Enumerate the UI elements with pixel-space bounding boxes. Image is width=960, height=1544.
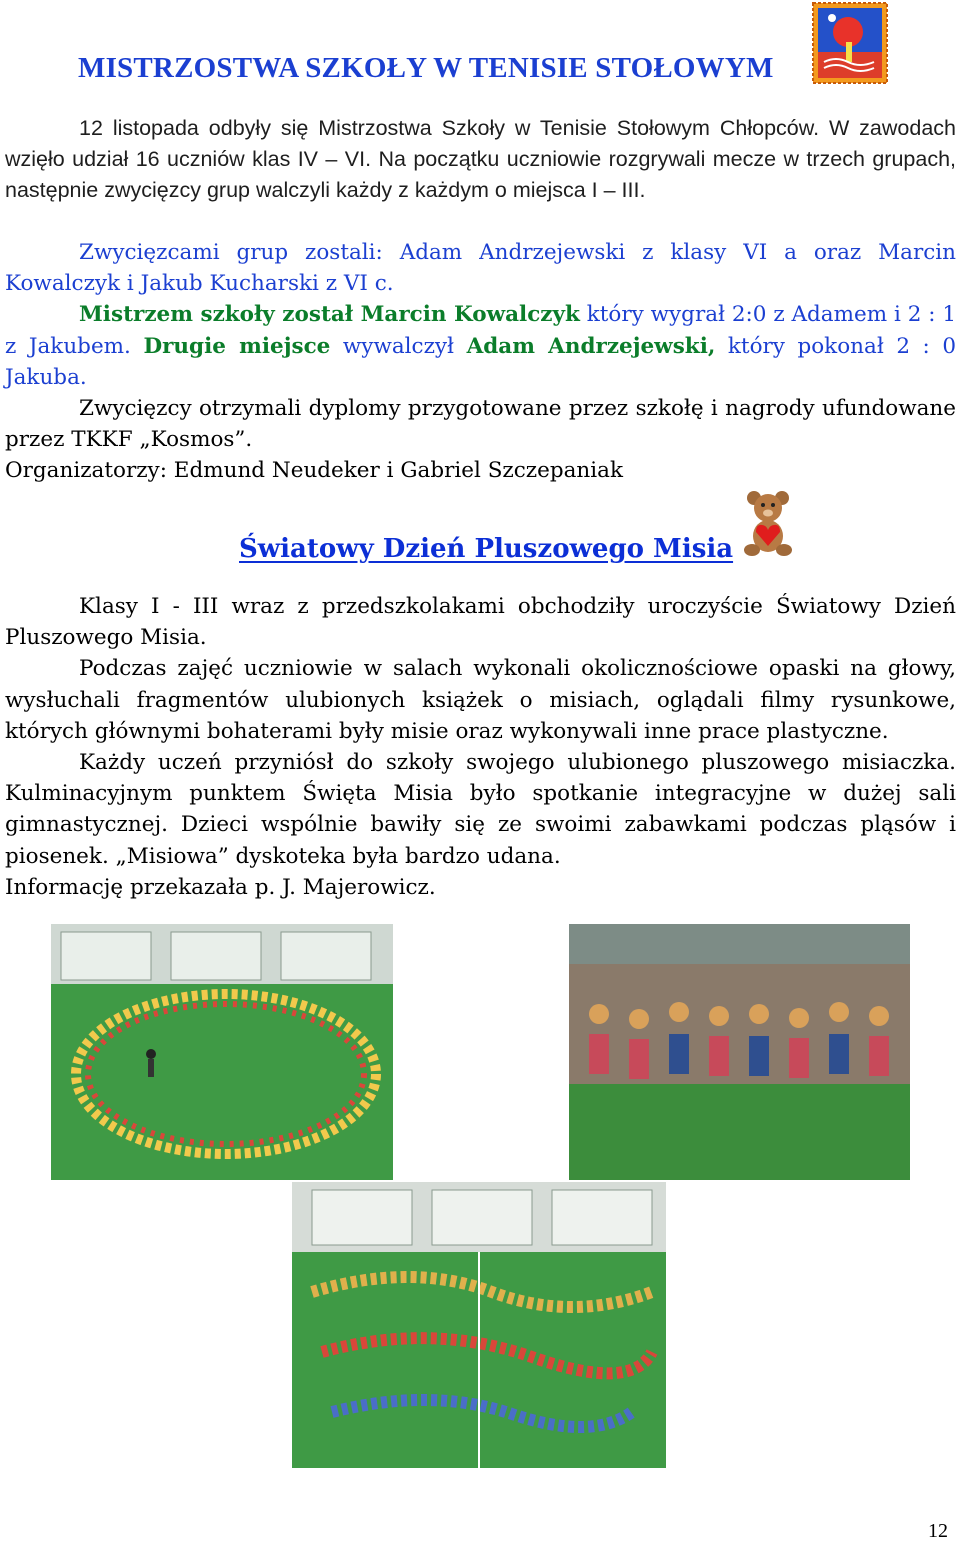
second-place-label: Drugie miejsce [143,333,331,359]
gym-dance-photo [292,1182,666,1468]
second-place-rest: który pokonał 2 : 0 Jakuba. [5,333,957,390]
second-place-mid: wywalczył [330,333,467,359]
tennis-title: MISTRZOSTWA SZKOŁY W TENISIE STOŁOWYM [78,52,774,84]
second-place-name: Adam Andrzejewski, [466,333,716,359]
tennis-paragraph-1: 12 listopada odbyły się Mistrzostwa Szkoły w Tenisie Stołowym Chłopców. W zawodach wzięło udział 16 uczniów klas IV – VI. Na początku uczniowie rozgrywali mecze w trzech grupach, następnie zwycięzcy grup walczyli każdy z każdym o miejsca I – III. [5,116,956,203]
gym-circle-photo [51,924,393,1180]
teddy-text [5,591,956,903]
tennis-paragraph-4: Zwycięzcy otrzymali dyplomy przygotowane przez szkołę i nagrody ufundowane przez TKKF „Kosmos”. [5,396,956,453]
teddy-paragraph-2: Podczas zajęć uczniowie w salach wykonali okolicznościowe opaski na głowy, wysłuchali fragmentów ulubionych książek o misiach, oglądali filmy rysunkowe, których głównymi bohaterami były misie oraz wykonywali inne prace plastyczne. [5,656,956,744]
teddy-bear-icon [742,488,794,558]
champion-text: Mistrzem szkoły został Marcin Kowalczyk [79,302,580,328]
tennis-paragraph-3 [5,299,956,393]
tennis-organizers: Organizatorzy: Edmund Neudeker i Gabriel Szczepaniak [5,458,623,484]
tennis-results [5,237,956,487]
tennis-intro [5,113,956,207]
page-number: 12 [928,1520,948,1542]
champion-rest: który wygrał 2:0 z Adamem i 2 : 1 z Jakubem. [5,302,956,359]
tennis-paragraph-2: Zwycięzcami grup zostali: Adam Andrzejewski z klasy VI a oraz Marcin Kowalczyk i Jakub Kucharski z VI c. [5,240,956,297]
teddy-title: Światowy Dzień Pluszowego Misia [239,534,734,564]
teddy-author: Informację przekazała p. J. Majerowicz. [5,874,436,900]
teddy-paragraph-1: Klasy I - III wraz z przedszkolakami obchodziły uroczyście Światowy Dzień Pluszowego Misia. [5,594,956,651]
ping-pong-stamp-icon [812,2,888,84]
kids-with-teddies-photo [569,924,910,1180]
teddy-paragraph-3: Każdy uczeń przyniósł do szkoły swojego ulubionego pluszowego misiaczka. Kulminacyjnym punktem Święta Misia było spotkanie integracyjne w dużej sali gimnastycznej. Dzieci wspólnie bawiły się ze swoimi zabawkami podczas pląsów i piosenek. „Misiowa” dyskoteka była bardzo udana. [5,750,956,869]
